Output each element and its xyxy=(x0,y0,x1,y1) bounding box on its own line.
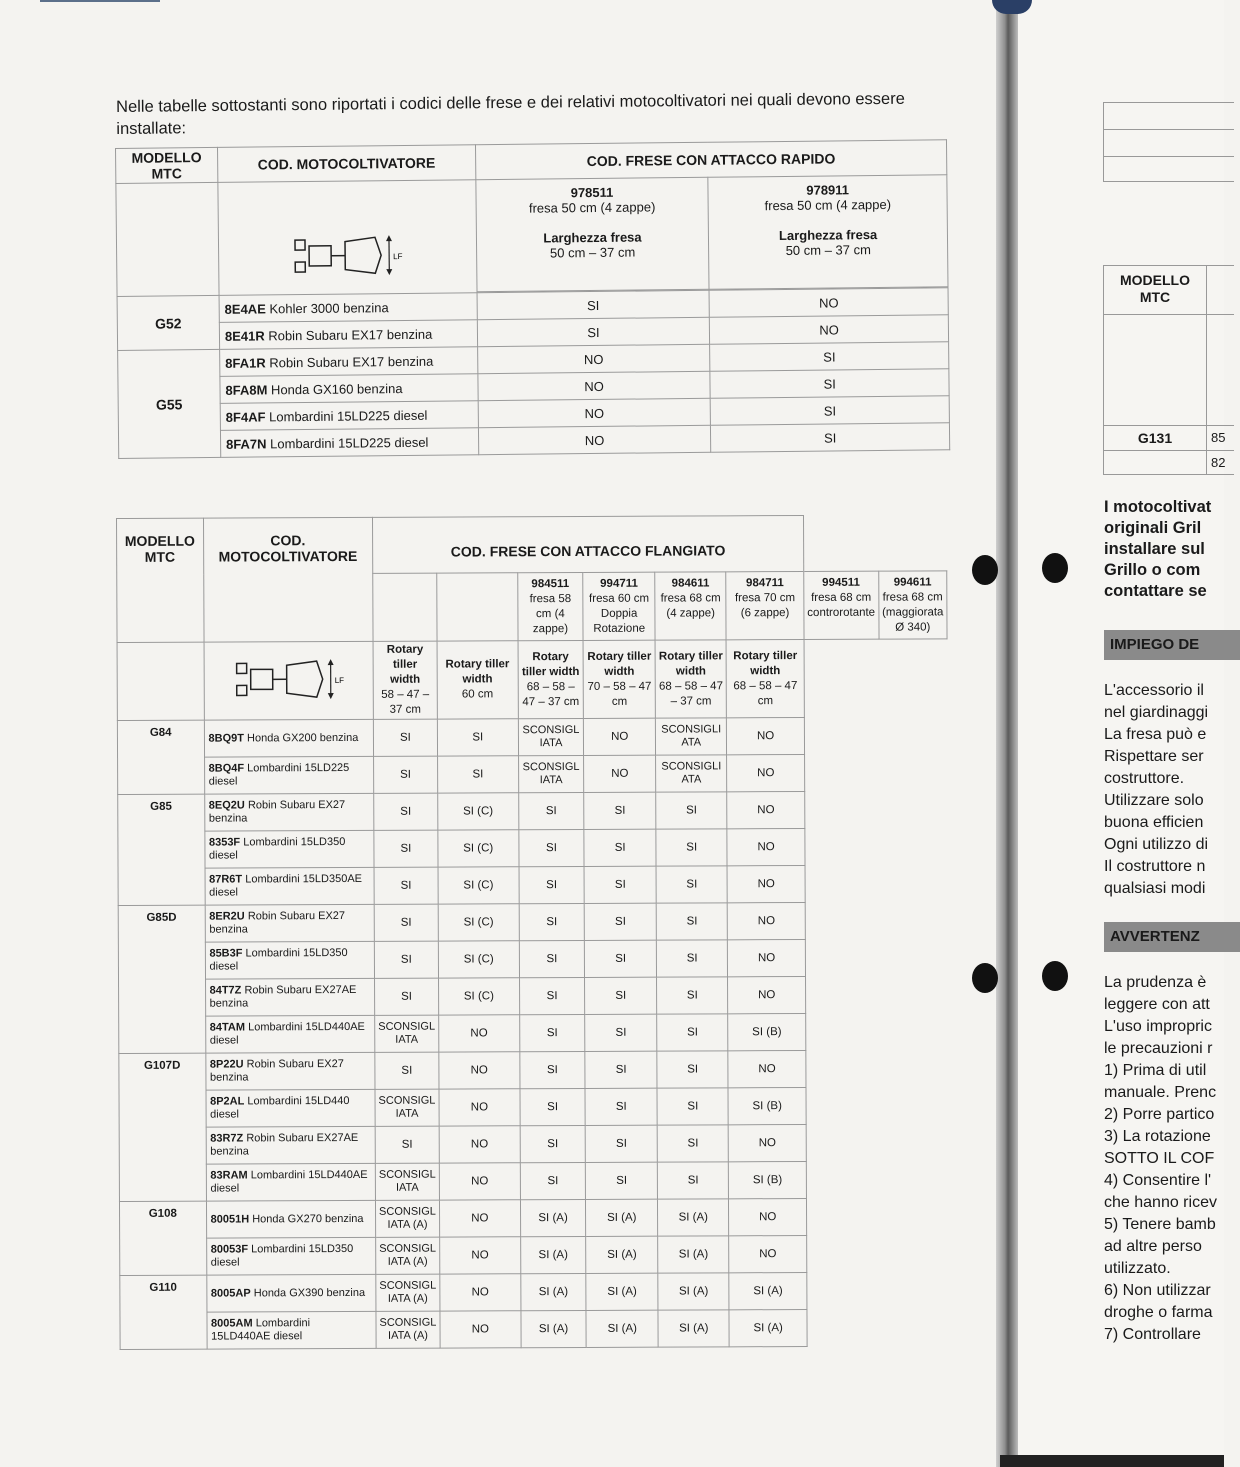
text-line: 2) Porre partico xyxy=(1104,1106,1215,1123)
header-engine: COD. MOTOCOLTIVATORE xyxy=(203,517,373,642)
text-line: SOTTO IL COF xyxy=(1104,1150,1215,1167)
model-cell: G110 xyxy=(120,1275,207,1349)
engine-cell: 80051H Honda GX270 benzina xyxy=(206,1200,376,1238)
compat-cell: SI (C) xyxy=(438,793,519,830)
engine-cell: 85B3F Lombardini 15LD350 diesel xyxy=(205,941,375,979)
banner-impiego: IMPIEGO DE xyxy=(1104,630,1240,660)
width-984711: Rotary tiller width 70 – 58 – 47 cm xyxy=(583,640,655,718)
text-line: nel giardinaggi xyxy=(1104,704,1209,721)
engine-cell: 8BQ4F Lombardini 15LD225 diesel xyxy=(204,756,374,794)
compat-cell: SI (A) xyxy=(520,1273,586,1310)
engine-cell: 8FA7N Lombardini 15LD225 diesel xyxy=(220,428,478,458)
text-line: 3) La rotazione xyxy=(1104,1128,1211,1145)
compat-cell: SI xyxy=(519,866,585,903)
compat-cell: NO xyxy=(439,1163,520,1200)
table-row xyxy=(120,1272,950,1313)
compat-cell: SI xyxy=(519,940,585,977)
right-bold-paragraph xyxy=(1104,497,1211,602)
compat-cell: SI xyxy=(519,829,585,866)
compat-cell: SI (A) xyxy=(729,1272,807,1309)
compat-cell: SI xyxy=(373,756,437,793)
text-line: ad altre perso xyxy=(1104,1238,1202,1255)
compat-cell: SI (A) xyxy=(658,1273,729,1310)
compat-cell: SI xyxy=(657,1162,728,1199)
tiller-978911: 978911 fresa 50 cm (4 zappe) Larghezza fresa 50 cm – 37 cm xyxy=(708,175,948,289)
compat-cell: SI xyxy=(711,423,950,452)
compat-cell: SCONSIGLIATA xyxy=(656,718,727,755)
text-line: contattare se xyxy=(1104,582,1207,600)
compat-cell: NO xyxy=(439,1126,520,1163)
text-line: qualsiasi modi xyxy=(1104,880,1206,897)
engine-cell: 8P22U Robin Subaru EX27 benzina xyxy=(205,1052,375,1090)
tiller-diagram-icon xyxy=(228,657,348,702)
compat-cell: NO xyxy=(710,315,949,344)
compat-cell: SI xyxy=(520,1051,586,1088)
table-row xyxy=(119,1013,949,1054)
text-line: La fresa può e xyxy=(1104,726,1207,743)
compat-cell: SI xyxy=(656,903,727,940)
compat-cell: SI xyxy=(374,830,438,867)
compat-cell: NO xyxy=(477,344,710,373)
compat-cell: SI (A) xyxy=(586,1199,658,1236)
compat-cell: SI (C) xyxy=(438,978,519,1015)
compat-cell: SCONSIGLIATA (A) xyxy=(375,1200,439,1237)
compat-cell: NO xyxy=(478,425,711,454)
engine-cell: 84TAM Lombardini 15LD440AE diesel xyxy=(205,1015,375,1053)
compat-cell: SI (B) xyxy=(728,1013,806,1050)
engine-cell: 8EQ2U Robin Subaru EX27 benzina xyxy=(204,793,374,831)
table-row xyxy=(118,754,948,795)
header-model: MODELLO MTC xyxy=(116,147,218,183)
compat-cell: NO xyxy=(729,1124,807,1161)
compat-cell: SI xyxy=(375,1052,439,1089)
text-line: La prudenza è xyxy=(1104,974,1207,991)
table-row xyxy=(118,865,948,906)
compat-cell: SI (B) xyxy=(729,1161,807,1198)
engine-cell: 8BQ9T Honda GX200 benzina xyxy=(204,719,374,757)
compat-cell: NO xyxy=(728,1050,806,1087)
compat-cell: SI xyxy=(657,1051,728,1088)
compat-cell: NO xyxy=(478,371,711,400)
compat-cell: SI (C) xyxy=(438,941,519,978)
compat-cell: NO xyxy=(728,976,806,1013)
table-row xyxy=(118,828,948,869)
text-line: Ogni utilizzo di xyxy=(1104,836,1209,853)
compat-cell: SI (C) xyxy=(438,830,519,867)
text-line: Grillo o com xyxy=(1104,561,1201,579)
table-row xyxy=(119,1087,949,1128)
tractor-diagram-cell xyxy=(204,641,374,720)
compat-cell: SCONSIGLIATA xyxy=(518,755,584,792)
bottom-edge xyxy=(1000,1455,1224,1467)
compat-cell: SI xyxy=(520,1125,586,1162)
compat-cell: SCONSIGLIATA (A) xyxy=(376,1237,440,1274)
header-flanged-tillers: COD. FRESE CON ATTACCO FLANGIATO xyxy=(372,516,803,574)
tiller-code-984611: 984611 fresa 68 cm (4 zappe) xyxy=(655,572,727,640)
punch-hole xyxy=(972,963,998,993)
compat-cell: SI (A) xyxy=(520,1236,586,1273)
tiller-978511: 978511 fresa 50 cm (4 zappe) Larghezza fresa 50 cm – 37 cm xyxy=(476,177,710,291)
compat-cell: SI xyxy=(710,396,949,425)
compat-cell: NO xyxy=(584,755,656,792)
compat-cell: SI (A) xyxy=(520,1199,586,1236)
table-row xyxy=(118,902,948,943)
engine-cell: 83R7Z Robin Subaru EX27AE benzina xyxy=(206,1126,376,1164)
table-row xyxy=(119,1124,949,1165)
text-line: 7) Controllare xyxy=(1104,1326,1201,1343)
compat-cell: SI xyxy=(585,1051,657,1088)
compat-cell: SCONSIGLIATA xyxy=(375,1163,439,1200)
compat-cell: SI xyxy=(375,1126,439,1163)
model-cell: G85D xyxy=(118,905,205,1053)
engine-cell: 80053F Lombardini 15LD350 diesel xyxy=(206,1237,376,1275)
engine-cell: 8P2AL Lombardini 15LD440 diesel xyxy=(206,1089,376,1127)
text-line: Il costruttore n xyxy=(1104,858,1206,875)
compat-cell: NO xyxy=(727,791,805,828)
compat-cell: SI xyxy=(374,793,438,830)
tractor-diagram-cell xyxy=(218,180,477,296)
compat-cell: SI (A) xyxy=(521,1310,587,1347)
engine-cell: 8ER2U Robin Subaru EX27 benzina xyxy=(205,904,375,942)
compat-cell: SI xyxy=(519,1014,585,1051)
text-line: Utilizzare solo xyxy=(1104,792,1204,809)
tiller-code-984711: 984711 fresa 70 cm (6 zappe) xyxy=(726,572,804,640)
compat-cell: SI xyxy=(585,1014,657,1051)
compat-cell: SI xyxy=(656,829,727,866)
engine-cell: 8353F Lombardini 15LD350 diesel xyxy=(204,830,374,868)
compat-cell: SI xyxy=(519,903,585,940)
compat-cell: SI xyxy=(437,756,518,793)
quick-coupling-table xyxy=(115,139,950,459)
engine-cell: 87R6T Lombardini 15LD350AE diesel xyxy=(205,867,375,905)
tiller-diagram-icon xyxy=(287,233,407,278)
text-line: L'uso impropric xyxy=(1104,1018,1212,1035)
compat-cell: SCONSIGLIATA xyxy=(656,755,727,792)
compat-cell: NO xyxy=(440,1274,521,1311)
compat-cell: SI xyxy=(657,1088,728,1125)
compat-cell: SI xyxy=(374,941,438,978)
compat-cell: SCONSIGLIATA xyxy=(518,718,584,755)
compat-cell: SI xyxy=(585,903,657,940)
model-cell: G84 xyxy=(117,720,204,794)
text-line: 4) Consentire l' xyxy=(1104,1172,1212,1189)
engine-cell: 8005AP Honda GX390 benzina xyxy=(206,1274,376,1312)
compat-cell: SI (C) xyxy=(438,867,519,904)
compat-cell: NO xyxy=(727,754,805,791)
text-line: Rispettare ser xyxy=(1104,748,1204,765)
compat-cell: SI xyxy=(584,829,656,866)
compat-cell: SI (C) xyxy=(438,904,519,941)
text-line: 6) Non utilizzar xyxy=(1104,1282,1211,1299)
text-line: L'accessorio il xyxy=(1104,682,1204,699)
compat-cell: SI xyxy=(584,792,656,829)
compat-cell: NO xyxy=(440,1311,521,1348)
right-top-box xyxy=(1103,102,1234,182)
compat-cell: SI xyxy=(585,977,657,1014)
compat-cell: NO xyxy=(729,1235,807,1272)
text-line: che hanno ricev xyxy=(1104,1194,1217,1211)
text-line: I motocoltivat xyxy=(1104,498,1212,516)
tiller-code-984511: 984511 fresa 58 cm (4 zappe) xyxy=(517,572,583,640)
compat-cell: SI (A) xyxy=(658,1236,729,1273)
compat-cell: NO xyxy=(727,717,805,754)
compat-cell: NO xyxy=(728,939,806,976)
width-984511: Rotary tiller width 58 – 47 – 37 cm xyxy=(373,641,437,719)
model-cell: G85 xyxy=(118,794,205,905)
compat-cell: SI xyxy=(374,867,438,904)
punch-hole xyxy=(1042,553,1068,583)
tiller-code-994711: 994711 fresa 60 cm Doppia Rotazione xyxy=(583,572,655,640)
table-row xyxy=(119,1198,949,1239)
text-line: le precauzioni r xyxy=(1104,1040,1213,1057)
compat-cell: NO xyxy=(729,1198,807,1235)
engine-cell: 8005AM Lombardini 15LD440AE diesel xyxy=(206,1311,376,1349)
table-row xyxy=(118,791,948,832)
compat-cell: SCONSIGLIATA xyxy=(375,1015,439,1052)
compat-cell: SI xyxy=(520,1162,586,1199)
text-line: leggere con att xyxy=(1104,996,1210,1013)
text-line: 5) Tenere bamb xyxy=(1104,1216,1216,1233)
text-line: droghe o farma xyxy=(1104,1304,1213,1321)
binding-spine xyxy=(996,0,1018,1467)
compat-cell: SI xyxy=(373,719,437,756)
table-row xyxy=(120,1235,950,1276)
compat-cell: SI xyxy=(520,1088,586,1125)
compat-cell: SI xyxy=(374,978,438,1015)
width-994511: Rotary tiller width 68 – 58 – 47 – 37 cm xyxy=(655,640,727,718)
right-paragraph-1 xyxy=(1104,680,1208,900)
flanged-coupling-table xyxy=(116,514,951,1350)
right-paragraph-2 xyxy=(1104,972,1217,1346)
compat-cell: SI xyxy=(519,977,585,1014)
compat-cell: SI xyxy=(374,904,438,941)
compat-cell: SI (A) xyxy=(586,1236,658,1273)
compat-cell: SI xyxy=(437,719,518,756)
punch-hole xyxy=(1042,961,1068,991)
banner-avvertenze: AVVERTENZ xyxy=(1104,922,1240,952)
compat-cell: SI (B) xyxy=(728,1087,806,1124)
compat-cell: NO xyxy=(727,865,805,902)
engine-cell: 84T7Z Robin Subaru EX27AE benzina xyxy=(205,978,375,1016)
compat-cell: SCONSIGLIATA (A) xyxy=(376,1311,440,1348)
tiller-code-994611: 994611 fresa 68 cm (maggiorata Ø 340) xyxy=(878,571,947,639)
compat-cell: NO xyxy=(727,828,805,865)
table-row xyxy=(117,717,947,758)
compat-cell: SI xyxy=(585,940,657,977)
compat-cell: NO xyxy=(439,1089,520,1126)
width-994611: Rotary tiller width 68 – 58 – 47 cm xyxy=(726,639,804,717)
header-quick-tillers: COD. FRESE CON ATTACCO RAPIDO xyxy=(475,140,947,180)
compat-cell: SI xyxy=(585,1125,657,1162)
compat-cell: SI xyxy=(656,866,727,903)
compat-cell: SI xyxy=(657,1125,728,1162)
compat-cell: NO xyxy=(439,1052,520,1089)
text-line: installare sul xyxy=(1104,540,1205,558)
engine-cell: 8E4AE Kohler 3000 benzina xyxy=(219,293,477,323)
lf-label: LF xyxy=(334,676,344,686)
text-line: costruttore. xyxy=(1104,770,1185,787)
width-984611: Rotary tiller width 68 – 58 – 47 – 37 cm xyxy=(518,640,584,718)
text-line: buona efficien xyxy=(1104,814,1204,831)
compat-cell: NO xyxy=(728,902,806,939)
compat-cell: SI xyxy=(477,290,710,319)
compat-cell: SI xyxy=(657,977,728,1014)
compat-cell: SI (A) xyxy=(658,1199,729,1236)
compat-cell: SI xyxy=(710,342,949,371)
compat-cell: NO xyxy=(440,1237,521,1274)
compat-cell: SI xyxy=(656,792,727,829)
text-line: 1) Prima di util xyxy=(1104,1062,1207,1079)
compat-cell: SI xyxy=(477,317,710,346)
engine-cell: 83RAM Lombardini 15LD440AE diesel xyxy=(206,1163,376,1201)
text-line: utilizzato. xyxy=(1104,1260,1171,1277)
engine-cell: 8F4AF Lombardini 15LD225 diesel xyxy=(220,401,478,431)
compat-cell: NO xyxy=(478,398,711,427)
right-header-model: MODELLO MTC xyxy=(1104,266,1207,314)
text-line: manuale. Prenc xyxy=(1104,1084,1217,1101)
compat-cell: SI xyxy=(518,792,584,829)
text-line: originali Gril xyxy=(1104,519,1202,537)
engine-cell: 8FA8M Honda GX160 benzina xyxy=(220,374,478,404)
model-cell: G52 xyxy=(117,295,219,350)
table-row xyxy=(118,939,948,980)
engine-cell: 8E41R Robin Subaru EX17 benzina xyxy=(219,320,477,350)
punch-hole xyxy=(972,555,998,585)
model-cell: G107D xyxy=(119,1053,206,1201)
compat-cell: SI xyxy=(586,1162,658,1199)
intro-paragraph: Nelle tabelle sottostanti sono riportati i codici delle frese e dei relativi motocoltivatori nei quali devono essere installate: xyxy=(116,89,905,138)
right-table-fragment: MODELLO MTC G131 85 82 xyxy=(1103,265,1234,475)
compat-cell: SI xyxy=(657,1014,728,1051)
right-model-g131: G131 xyxy=(1104,426,1207,450)
compat-cell: NO xyxy=(709,288,948,317)
compat-cell: SI (A) xyxy=(658,1310,729,1347)
compat-cell: NO xyxy=(584,718,656,755)
table-row xyxy=(120,1309,950,1350)
compat-cell: SI (A) xyxy=(586,1273,658,1310)
compat-cell: NO xyxy=(439,1200,520,1237)
compat-cell: SI (A) xyxy=(729,1309,807,1346)
table-row xyxy=(119,1050,949,1091)
model-cell: G108 xyxy=(119,1201,206,1275)
compat-cell: SI xyxy=(656,940,727,977)
compat-cell: SI xyxy=(710,369,949,398)
lf-label: LF xyxy=(393,251,403,262)
compat-cell: SCONSIGLIATA (A) xyxy=(376,1274,440,1311)
header-engine: COD. MOTOCOLTIVATORE xyxy=(217,145,475,183)
top-edge-line xyxy=(40,0,160,2)
compat-cell: SI xyxy=(585,1088,657,1125)
table-row xyxy=(119,976,949,1017)
table-row xyxy=(119,1161,949,1202)
engine-cell: 8FA1R Robin Subaru EX17 benzina xyxy=(220,347,478,377)
tiller-code-994511: 994511 fresa 68 cm controrotante xyxy=(804,571,879,639)
compat-cell: SI xyxy=(584,866,656,903)
compat-cell: NO xyxy=(439,1015,520,1052)
model-cell: G55 xyxy=(118,349,221,458)
width-994711: Rotary tiller width 60 cm xyxy=(437,641,518,719)
compat-cell: SCONSIGLIATA xyxy=(375,1089,439,1126)
header-model: MODELLO MTC xyxy=(117,518,204,642)
compat-cell: SI (A) xyxy=(586,1310,658,1347)
